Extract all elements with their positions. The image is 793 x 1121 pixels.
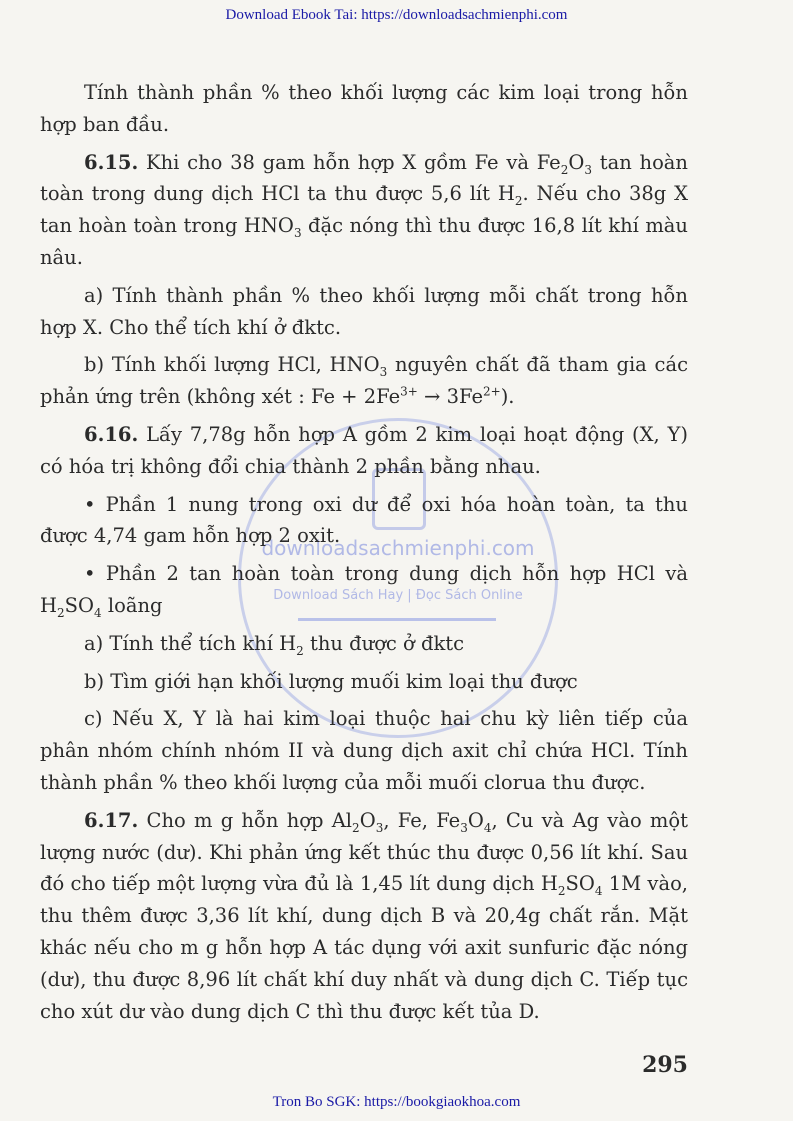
problem-6-16-part2: • Phần 2 tan hoàn toàn trong dung dịch hỗn hợp HCl và $H_2SO_4$ loãng: [40, 562, 688, 620]
problem-number: 6.15.: [84, 150, 139, 174]
problem-6-16-b: b) Tìm giới hạn khối lượng muối kim loại thu được: [84, 669, 578, 693]
problem-number: 6.17.: [84, 808, 139, 832]
page-number: 295: [642, 1052, 688, 1078]
problem-6-15-a: a) Tính thành phần % theo khối lượng mỗi chất trong hỗn hợp X. Cho thể tích khí ở đktc.: [40, 283, 688, 339]
watermark-tagline: Download Sách Hay | Đọc Sách Online: [273, 588, 523, 603]
problem-6-16-part1: • Phần 1 nung trong oxi dư để oxi hóa hoàn toàn, ta thu được 4,74 gam hỗn hợp 2 oxit.: [40, 492, 688, 548]
problem-6-16-a: a) Tính thể tích khí $H_2$ thu được ở đktc: [84, 631, 465, 658]
intro-paragraph: Tính thành phần % theo khối lượng các kim loại trong hỗn hợp ban đầu.: [40, 81, 688, 136]
page-body: [40, 77, 688, 1033]
problem-6-15-b: b) Tính khối lượng HCl, $HNO_3$ nguyên chất đã tham gia các phản ứng trên (không xét : $Fe + 2Fe^{3+} \to 3Fe^{2+}$).: [40, 353, 688, 409]
header-download-link[interactable]: Download Ebook Tai: https://downloadsachmienphi.com: [225, 7, 568, 23]
problem-6-16-c: c) Nếu X, Y là hai kim loại thuộc hai chu kỳ liên tiếp của phân nhóm chính nhóm II và dung dịch axit chỉ chứa HCl. Tính thành phần % theo khối lượng của mỗi muối clorua thu được.: [40, 707, 688, 794]
problem-6-15: 6.15. Khi cho 38 gam hỗn hợp X gồm Fe và $Fe_2O_3$ tan hoàn toàn trong dung dịch HCl ta thu được 5,6 lít $H_2$. Nếu cho 38g X tan hoàn toàn trong $HNO_3$ đặc nóng thì thu được 16,8 lít khí màu nâu.: [40, 150, 688, 269]
problem-6-17: 6.17. Cho m g hỗn hợp $Al_2O_3$, Fe, $Fe_3O_4$, Cu và Ag vào một lượng nước (dư). Khi phản ứng kết thúc thu được 0,56 lít khí. Sau đó cho tiếp một lượng vừa đủ là 1,45 lít dung dịch $H_2SO_4$ 1M vào, thu thêm được 3,36 lít khí, dung dịch B và 20,4g chất rắn. Mặt khác nếu cho m g hỗn hợp A tác dụng với axit sunfuric đặc nóng (dư), thu được 8,96 lít chất khí duy nhất và dung dịch C. Tiếp tục cho xút dư vào dung dịch C thì thu được kết tủa D.: [40, 808, 689, 1023]
problem-number: 6.16.: [84, 422, 139, 446]
watermark-site: downloadsachmienphi.com: [261, 536, 535, 560]
problem-6-16: 6.16. Lấy 7,78g hỗn hợp A gồm 2 kim loại hoạt động (X, Y) có hóa trị không đổi chia thành 2 phần bằng nhau.: [40, 422, 688, 478]
footer-link[interactable]: Tron Bo SGK: https://bookgiaokhoa.com: [272, 1094, 521, 1110]
